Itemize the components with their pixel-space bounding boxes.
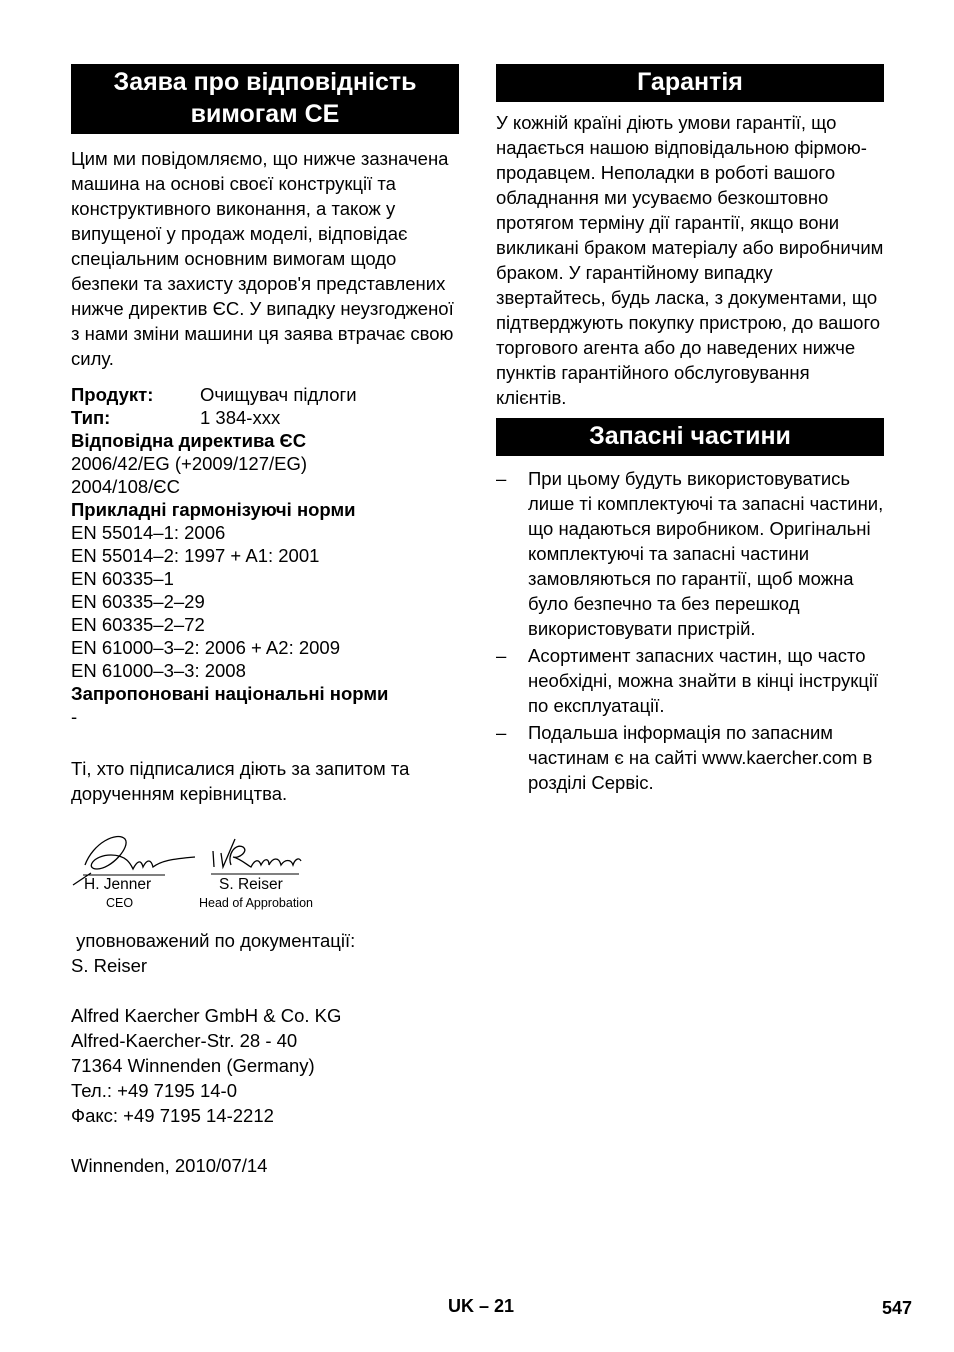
list-item: – Асортимент запасних частин, що часто необхідні, можна знайти в кінці інструкції по експлуатації. <box>496 645 879 716</box>
signature-reiser-icon <box>213 839 301 867</box>
spare-parts-list <box>496 466 884 795</box>
norm-line: EN 55014–2: 1997 + A1: 2001 <box>71 545 320 566</box>
section-page-label: UK – 21 <box>448 1296 515 1316</box>
signers-text: Ті, хто підписалися діють за запитом та дорученням керівництва. <box>71 758 410 804</box>
norm-line: EN 60335–2–29 <box>71 591 205 612</box>
signer-name: H. Jenner <box>84 876 152 893</box>
company-line: Факс: +49 7195 14-2212 <box>71 1105 274 1126</box>
directive-line: 2006/42/EG (+2009/127/EG) <box>71 453 308 474</box>
spec-block <box>71 383 459 728</box>
type-row: Тип: 1 384-xxx <box>71 407 281 428</box>
norm-line: EN 61000–3–2: 2006 + A2: 2009 <box>71 637 340 658</box>
list-item: – При цьому будуть використовуватись лише ті комплектуючі та запасні частини, що надаються виробником. Оригінальні комплектуючі та запасні частини замовляються по гарантії, щоб можна було безпечно та без перешкод використовувати пристрій. <box>496 468 884 639</box>
signer-role: CEO <box>106 896 134 910</box>
directive-heading: Відповідна директива ЄС <box>71 430 307 451</box>
company-line: Alfred-Kaercher-Str. 28 - 40 <box>71 1030 298 1051</box>
left-column <box>71 64 459 806</box>
right-column <box>496 64 884 797</box>
contact-block <box>71 928 459 1178</box>
company-line: 71364 Winnenden (Germany) <box>71 1055 315 1076</box>
spare-parts-heading: Запасні частини <box>496 418 884 456</box>
signer-role: Head of Approbation <box>199 896 313 910</box>
signer-name: S. Reiser <box>219 876 283 893</box>
national-heading: Запропоновані національні норми <box>71 683 389 704</box>
norm-line: EN 60335–1 <box>71 568 174 589</box>
norm-line: EN 61000–3–3: 2008 <box>71 660 246 681</box>
authorized-name: S. Reiser <box>71 955 148 976</box>
warranty-text: У кожній країні діють умови гарантії, що надається нашою відповідальною фірмою-продавцем. Неполадки в роботі вашого обладнання ми усуваємо безкоштовно протягом терміну дії гарантії, якщо вони викликані браком матеріалу або виробничим браком. У гарантійному випадку звертайтесь, будь ласка, з документами, що підтверджують покупку пристрою, до вашого торгового агента або до наведених нижче пунктів гарантійного обслуговування клієнтів. <box>496 112 884 408</box>
norm-line: EN 60335–2–72 <box>71 614 205 635</box>
norm-line: EN 55014–1: 2006 <box>71 522 226 543</box>
place-date: Winnenden, 2010/07/14 <box>71 1155 268 1176</box>
ce-declaration-heading: Заява про відповідність вимогам СЕ <box>71 64 459 134</box>
authorized-label: уповноважений по документації: <box>71 930 356 951</box>
directive-line: 2004/108/ЄС <box>71 476 180 497</box>
list-item: – Подальша інформація по запасним частинам є на сайті www.kaercher.com в розділі Сервіс. <box>496 722 873 793</box>
national-value: - <box>71 706 78 727</box>
ce-intro-text: Цим ми повідомляємо, що нижче зазначена машина на основі своєї конструкції та конструктивного виконання, а також у випущеної у продаж моделі, відповідає спеціальним основним вимогам щодо безпеки та захисту здоров'я представлених нижче директив ЄС. У випадку неузгодженої з нами зміни машини ця заява втрачає свою силу. <box>71 148 454 369</box>
product-row: Продукт: Очищувач підлоги <box>71 384 357 405</box>
company-line: Тел.: +49 7195 14-0 <box>71 1080 237 1101</box>
page-number: 547 <box>881 1298 912 1318</box>
company-line: Alfred Kaercher GmbH & Co. KG <box>71 1005 342 1026</box>
warranty-heading: Гарантія <box>496 64 884 102</box>
signature-block <box>71 825 341 917</box>
harmonized-heading: Прикладні гармонізуючі норми <box>71 499 356 520</box>
